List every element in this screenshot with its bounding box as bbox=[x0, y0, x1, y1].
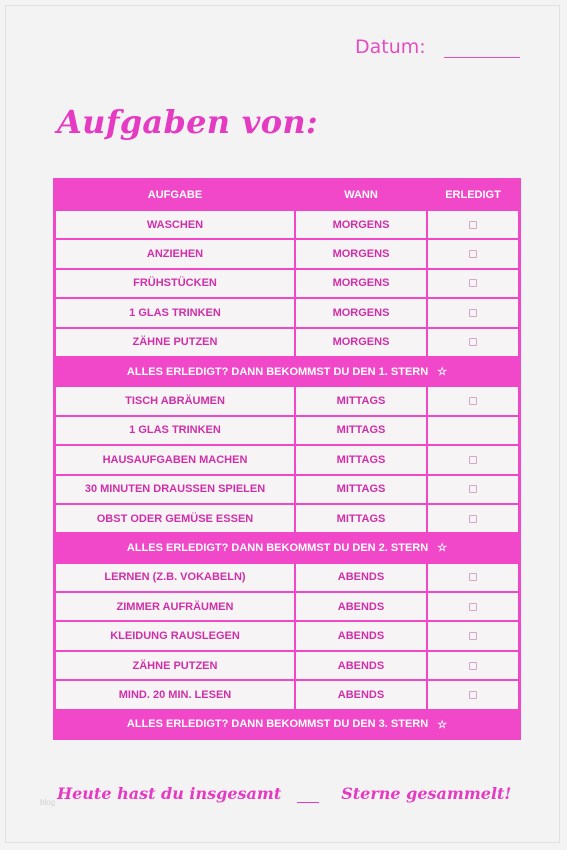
checkbox-icon[interactable] bbox=[469, 603, 477, 611]
done-cell[interactable] bbox=[428, 446, 518, 473]
checkbox-icon[interactable] bbox=[469, 456, 477, 464]
checkbox-icon[interactable] bbox=[469, 485, 477, 493]
task-name: OBST ODER GEMÜSE ESSEN bbox=[56, 505, 294, 532]
table-row bbox=[55, 621, 519, 650]
task-table bbox=[53, 178, 521, 740]
checkbox-icon[interactable] bbox=[469, 221, 477, 229]
table-row bbox=[55, 445, 519, 474]
star-icon: ☆ bbox=[437, 718, 448, 731]
done-cell[interactable] bbox=[428, 681, 518, 708]
done-cell[interactable] bbox=[428, 240, 518, 267]
done-cell[interactable] bbox=[428, 329, 518, 356]
table-row bbox=[55, 298, 519, 327]
done-cell[interactable] bbox=[428, 622, 518, 649]
done-cell[interactable] bbox=[428, 211, 518, 238]
star-reward-text: ALLES ERLEDIGT? DANN BEKOMMST DU DEN 2. STERN bbox=[126, 541, 429, 554]
task-name: TISCH ABRÄUMEN bbox=[56, 387, 294, 414]
checkbox-icon[interactable] bbox=[469, 632, 477, 640]
task-time: MITTAGS bbox=[296, 417, 426, 444]
done-cell[interactable] bbox=[428, 387, 518, 414]
footer-text-start: Heute hast du insgesamt bbox=[57, 784, 282, 803]
table-row bbox=[55, 386, 519, 415]
task-time: ABENDS bbox=[296, 681, 426, 708]
table-row bbox=[55, 592, 519, 621]
checkbox-icon[interactable] bbox=[469, 397, 477, 405]
task-time: MITTAGS bbox=[296, 476, 426, 503]
done-cell[interactable] bbox=[428, 417, 518, 444]
task-name: KLEIDUNG RAUSLEGEN bbox=[56, 622, 294, 649]
task-time: MORGENS bbox=[296, 299, 426, 326]
page-title: Aufgaben von: bbox=[57, 103, 319, 141]
watermark: blog bbox=[40, 798, 56, 807]
task-name: ZÄHNE PUTZEN bbox=[56, 652, 294, 679]
checkbox-icon[interactable] bbox=[469, 309, 477, 317]
task-time: MITTAGS bbox=[296, 505, 426, 532]
table-row bbox=[55, 680, 519, 709]
column-header-erledigt: ERLEDIGT bbox=[445, 189, 501, 201]
star-reward-band bbox=[55, 710, 519, 739]
task-time: ABENDS bbox=[296, 622, 426, 649]
checkbox-icon[interactable] bbox=[469, 515, 477, 523]
done-cell[interactable] bbox=[428, 299, 518, 326]
star-count-blank[interactable] bbox=[297, 788, 319, 803]
date-field bbox=[355, 36, 520, 58]
table-row bbox=[55, 239, 519, 268]
checkbox-icon[interactable] bbox=[469, 250, 477, 258]
done-cell[interactable] bbox=[428, 476, 518, 503]
task-time: ABENDS bbox=[296, 652, 426, 679]
star-reward-text: ALLES ERLEDIGT? DANN BEKOMMST DU DEN 1. STERN bbox=[126, 365, 429, 378]
checkbox-icon[interactable] bbox=[469, 662, 477, 670]
task-name: ANZIEHEN bbox=[56, 240, 294, 267]
table-row bbox=[55, 563, 519, 592]
checkbox-icon[interactable] bbox=[469, 573, 477, 581]
task-time: MORGENS bbox=[296, 270, 426, 297]
task-name: ZÄHNE PUTZEN bbox=[56, 329, 294, 356]
done-cell[interactable] bbox=[428, 593, 518, 620]
done-cell[interactable] bbox=[428, 564, 518, 591]
table-row bbox=[55, 475, 519, 504]
table-row bbox=[55, 210, 519, 239]
footer-text-end: Sterne gesammelt! bbox=[341, 784, 512, 803]
task-name: 1 GLAS TRINKEN bbox=[56, 417, 294, 444]
task-time: MORGENS bbox=[296, 211, 426, 238]
task-name: 1 GLAS TRINKEN bbox=[56, 299, 294, 326]
star-reward-band bbox=[55, 357, 519, 386]
done-cell[interactable] bbox=[428, 270, 518, 297]
table-body bbox=[55, 210, 519, 739]
task-time: MITTAGS bbox=[296, 387, 426, 414]
checkbox-icon[interactable] bbox=[469, 279, 477, 287]
task-name: WASCHEN bbox=[56, 211, 294, 238]
star-icon: ☆ bbox=[437, 366, 448, 379]
date-label: Datum: bbox=[355, 36, 426, 58]
done-cell[interactable] bbox=[428, 505, 518, 532]
table-row bbox=[55, 328, 519, 357]
checkbox-icon[interactable] bbox=[469, 338, 477, 346]
task-name: LERNEN (Z.B. VOKABELN) bbox=[56, 564, 294, 591]
table-row bbox=[55, 269, 519, 298]
table-row bbox=[55, 651, 519, 680]
done-cell[interactable] bbox=[428, 652, 518, 679]
star-reward-band bbox=[55, 533, 519, 562]
task-time: MORGENS bbox=[296, 240, 426, 267]
task-name: ZIMMER AUFRÄUMEN bbox=[56, 593, 294, 620]
task-name: FRÜHSTÜCKEN bbox=[56, 270, 294, 297]
task-name: HAUSAUFGABEN MACHEN bbox=[56, 446, 294, 473]
task-name: 30 MINUTEN DRAUSSEN SPIELEN bbox=[56, 476, 294, 503]
task-time: ABENDS bbox=[296, 593, 426, 620]
table-row bbox=[55, 416, 519, 445]
table-row bbox=[55, 504, 519, 533]
star-icon: ☆ bbox=[437, 542, 448, 555]
task-time: MORGENS bbox=[296, 329, 426, 356]
star-reward-text: ALLES ERLEDIGT? DANN BEKOMMST DU DEN 3. STERN bbox=[126, 718, 429, 731]
column-header-wann: WANN bbox=[344, 189, 378, 201]
date-blank-line[interactable] bbox=[444, 37, 520, 58]
task-time: ABENDS bbox=[296, 564, 426, 591]
column-header-aufgabe: AUFGABE bbox=[147, 189, 203, 201]
checkbox-icon[interactable] bbox=[469, 691, 477, 699]
footer-sentence bbox=[57, 784, 511, 803]
task-name: MIND. 20 MIN. LESEN bbox=[56, 681, 294, 708]
table-header-row bbox=[55, 180, 519, 210]
task-time: MITTAGS bbox=[296, 446, 426, 473]
